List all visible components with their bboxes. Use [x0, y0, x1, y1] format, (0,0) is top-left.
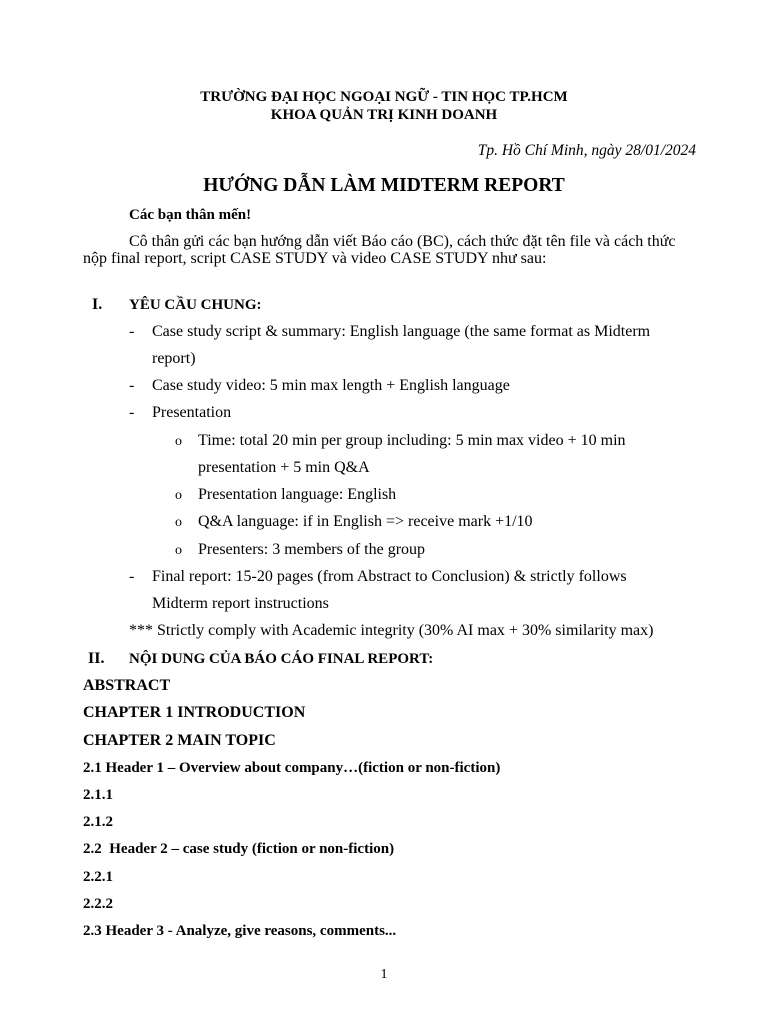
sublist-marker: o: [175, 488, 182, 503]
faculty-name: KHOA QUẢN TRỊ KINH DOANH: [270, 107, 498, 123]
intro-line-1: Cô thân gửi các bạn hướng dẫn viết Báo cáo (BC), cách thức đặt tên file và cách thức: [129, 233, 676, 250]
outline-item: 2.1 Header 1 – Overview about company…(fiction or non-fiction): [83, 760, 501, 776]
section-1-heading: YÊU CẦU CHUNG:: [129, 297, 262, 313]
outline-item: 2.3 Header 3 - Analyze, give reasons, comments...: [83, 923, 397, 939]
document-title: HƯỚNG DẪN LÀM MIDTERM REPORT: [203, 175, 565, 196]
greeting: Các bạn thân mến!: [129, 207, 252, 223]
outline-item: 2.2.2: [83, 896, 113, 912]
sublist-item: Time: total 20 min per group including: 5 min max video + 10 min: [198, 432, 626, 449]
section-2-heading: NỘI DUNG CỦA BÁO CÁO FINAL REPORT:: [129, 651, 434, 667]
section-1-numeral: I.: [92, 296, 103, 313]
sublist-marker: o: [175, 434, 182, 449]
integrity-note: *** Strictly comply with Academic integrity (30% AI max + 30% similarity max): [129, 622, 654, 639]
list-marker: -: [129, 568, 135, 585]
sublist-item: Presenters: 3 members of the group: [198, 541, 426, 558]
list-item: Case study video: 5 min max length + English language: [152, 377, 510, 394]
list-marker: -: [129, 323, 135, 340]
outline-item: 2.1.2: [83, 814, 113, 830]
sublist-marker: o: [175, 515, 182, 530]
intro-line-2: nộp final report, script CASE STUDY và video CASE STUDY như sau:: [83, 250, 547, 267]
outline-item: ABSTRACT: [83, 677, 171, 694]
list-item-continued: Midterm report instructions: [152, 595, 329, 612]
list-item-continued: report): [152, 350, 196, 367]
outline-item: CHAPTER 2 MAIN TOPIC: [83, 732, 276, 749]
outline-item: 2.2 Header 2 – case study (fiction or non-fiction): [83, 841, 395, 857]
school-name: TRƯỜNG ĐẠI HỌC NGOẠI NGỮ - TIN HỌC TP.HCM: [200, 89, 568, 105]
sublist-item: Q&A language: if in English => receive mark +1/10: [198, 513, 533, 530]
sublist-marker: o: [175, 543, 182, 558]
list-item: Presentation: [152, 404, 232, 421]
list-item: Final report: 15-20 pages (from Abstract to Conclusion) & strictly follows: [152, 568, 627, 585]
sublist-item-continued: presentation + 5 min Q&A: [198, 459, 370, 476]
list-marker: -: [129, 377, 135, 394]
date-line: Tp. Hồ Chí Minh, ngày 28/01/2024: [477, 142, 696, 159]
section-2-numeral: II.: [88, 650, 105, 667]
list-item: Case study script & summary: English language (the same format as Midterm: [152, 323, 651, 340]
outline-item: 2.2.1: [83, 869, 113, 885]
sublist-item: Presentation language: English: [198, 486, 397, 503]
outline-item: CHAPTER 1 INTRODUCTION: [83, 704, 306, 721]
page-number: 1: [380, 967, 388, 982]
outline-item: 2.1.1: [83, 787, 113, 803]
list-marker: -: [129, 404, 135, 421]
